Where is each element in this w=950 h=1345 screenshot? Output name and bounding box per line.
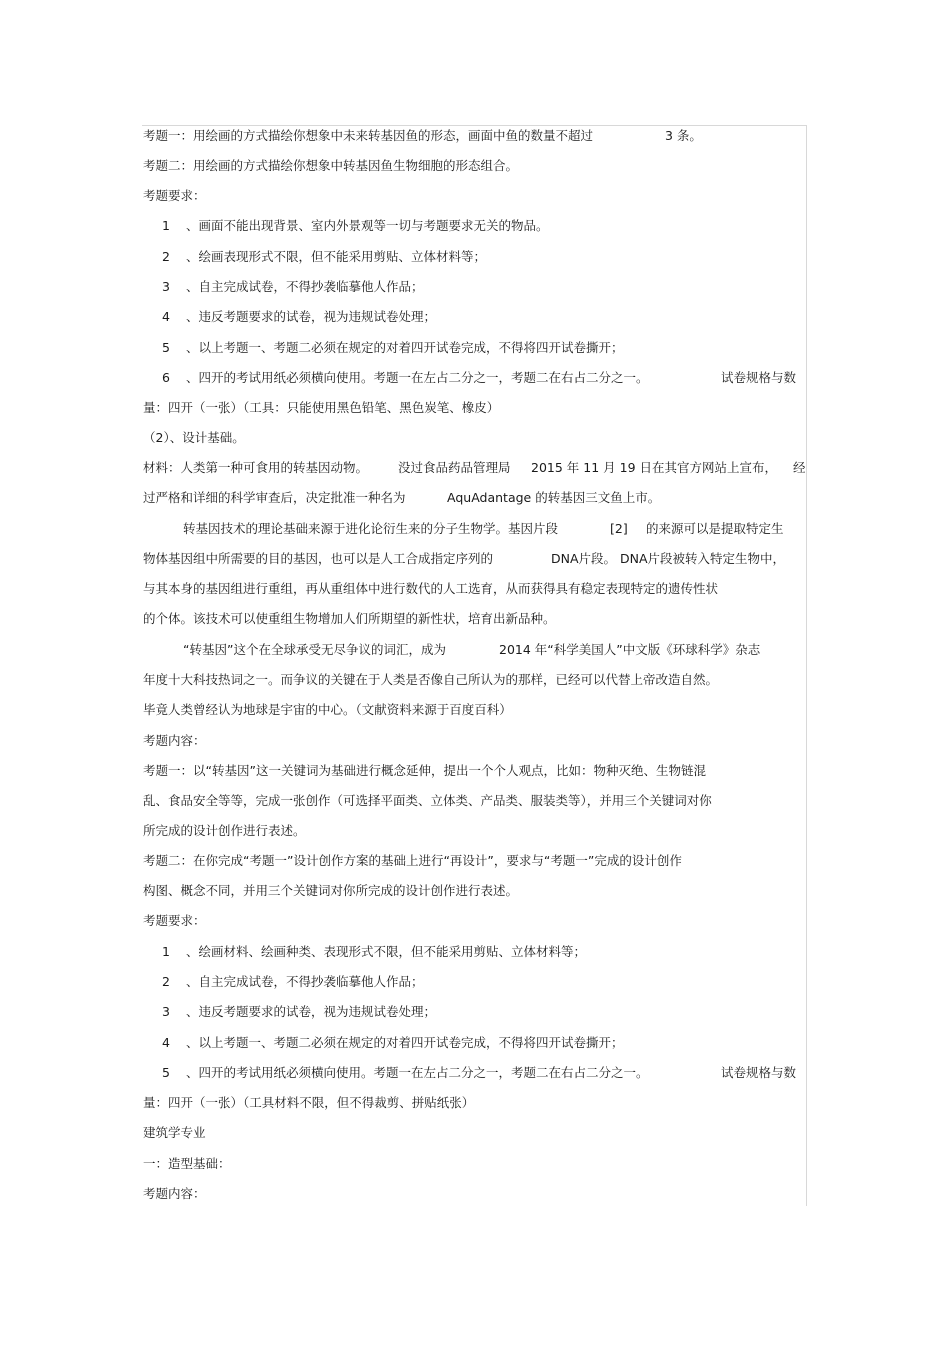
topic2b-line1: 考题二：在你完成“考题一”设计创作方案的基础上进行“再设计”，要求与“考题一”完成的设计创作 xyxy=(143,853,682,868)
para6-text: 年度十大科技热词之一。而争议的关键在于人类是否像自己所认为的那样，已经可以代替上帝改造自然。 xyxy=(143,672,719,687)
material2-text-a: 过严格和详细的科学审查后，决定批准一种名为 xyxy=(143,490,406,505)
para7-text: 毕竟人类曾经认为地球是宇宙的中心。（文献资料来源于百度百科） xyxy=(143,702,512,717)
topic2-text: 考题二：用绘画的方式描绘你想象中转基因鱼生物细胞的形态组合。 xyxy=(143,158,519,173)
topic1-text: 考题一：用绘画的方式描绘你想象中未来转基因鱼的形态，画面中鱼的数量不超过 xyxy=(143,128,594,143)
req2-5-number: 5 xyxy=(162,1065,170,1080)
para5-text-b: 2014 年“科学美国人”中文版《环球科学》杂志 xyxy=(499,642,761,657)
spec-tail: 试卷规格与数 xyxy=(721,370,797,385)
req2-2-number: 2 xyxy=(162,974,170,989)
req2-5-text: 、四开的考试用纸必须横向使用。考题一在左占二分之一，考题二在右占二分之一。 xyxy=(186,1065,649,1080)
req3-text: 、自主完成试卷，不得抄袭临摹他人作品； xyxy=(186,279,424,294)
architecture-section: 一：造型基础： xyxy=(143,1156,231,1171)
requirements-heading-2: 考题要求： xyxy=(143,913,206,928)
req2-4-text: 、以上考题一、考题二必须在规定的对着四开试卷完成，不得将四开试卷撕开； xyxy=(186,1035,624,1050)
section-design-basics: （2）、设计基础。 xyxy=(143,430,245,445)
spec-line: 量：四开（一张）（工具：只能使用黑色铅笔、黑色炭笔、橡皮） xyxy=(143,400,500,415)
topic2b-line2: 构图、概念不同，并用三个关键词对你所完成的设计创作进行表述。 xyxy=(143,883,519,898)
para5-text-a: “转基因”这个在全球承受无尽争议的词汇，成为 xyxy=(183,642,446,657)
req2-3-text: 、违反考题要求的试卷，视为违规试卷处理； xyxy=(186,1004,437,1019)
topic1b-line3: 所完成的设计创作进行表述。 xyxy=(143,823,306,838)
topic1b-line2: 乱、食品安全等等，完成一张创作（可选择平面类、立体类、产品类、服装类等），并用三个关键词对你 xyxy=(143,793,712,808)
req2-2-text: 、自主完成试卷，不得抄袭临摹他人作品； xyxy=(186,974,424,989)
material2-text-b: AquAdantage 的转基因三文鱼上市。 xyxy=(447,490,661,505)
spec-tail-2: 试卷规格与数 xyxy=(721,1065,797,1080)
material-text-c: 2015 年 11 月 19 日在其官方网站上宣布， xyxy=(531,460,777,475)
spec-line-2: 量：四开（一张）（工具材料不限，但不得裁剪、拼贴纸张） xyxy=(143,1095,475,1110)
req3-number: 3 xyxy=(162,279,170,294)
para1-citation: [2] xyxy=(610,521,628,536)
req5-number: 5 xyxy=(162,340,170,355)
req4-text: 、违反考题要求的试卷，视为违规试卷处理； xyxy=(186,309,437,324)
req4-number: 4 xyxy=(162,309,170,324)
req2-text: 、绘画表现形式不限，但不能采用剪贴、立体材料等； xyxy=(186,249,487,264)
req2-1-number: 1 xyxy=(162,944,170,959)
req5-text: 、以上考题一、考题二必须在规定的对着四开试卷完成，不得将四开试卷撕开； xyxy=(186,340,624,355)
topic1-count: 3 条。 xyxy=(665,128,702,143)
req6-text: 、四开的考试用纸必须横向使用。考题一在左占二分之一，考题二在右占二分之一。 xyxy=(186,370,649,385)
req2-1-text: 、绘画材料、绘画种类、表现形式不限，但不能采用剪贴、立体材料等； xyxy=(186,944,587,959)
material-text-d: 经 xyxy=(793,460,806,475)
para2-text-a: 物体基因组中所需要的目的基因，也可以是人工合成指定序列的 xyxy=(143,551,494,566)
architecture-major: 建筑学专业 xyxy=(143,1125,206,1140)
para4-text: 的个体。该技术可以使重组生物增加人们所期望的新性状，培育出新品种。 xyxy=(143,611,556,626)
material-text-a: 材料：人类第一种可食用的转基因动物。 xyxy=(143,460,369,475)
req2-number: 2 xyxy=(162,249,170,264)
para2-text-b: DNA片段。 DNA片段被转入特定生物中， xyxy=(551,551,786,566)
req2-4-number: 4 xyxy=(162,1035,170,1050)
architecture-content-heading: 考题内容： xyxy=(143,1186,206,1201)
para1-text-a: 转基因技术的理论基础来源于进化论衍生来的分子生物学。基因片段 xyxy=(183,521,559,536)
req2-3-number: 3 xyxy=(162,1004,170,1019)
req6-number: 6 xyxy=(162,370,170,385)
requirements-heading: 考题要求： xyxy=(143,188,206,203)
req1-number: 1 xyxy=(162,218,170,233)
req1-text: 、画面不能出现背景、室内外景观等一切与考题要求无关的物品。 xyxy=(186,218,549,233)
material-text-b: 没过食品药品管理局 xyxy=(398,460,511,475)
para3-text: 与其本身的基因组进行重组，再从重组体中进行数代的人工选育，从而获得具有稳定表现特定的遗传性状 xyxy=(143,581,719,596)
content-heading: 考题内容： xyxy=(143,733,206,748)
topic1b-line1: 考题一：以“转基因”这一关键词为基础进行概念延伸，提出一个个人观点，比如：物种灭绝、生物链混 xyxy=(143,763,706,778)
para1-text-c: 的来源可以是提取特定生 xyxy=(646,521,784,536)
